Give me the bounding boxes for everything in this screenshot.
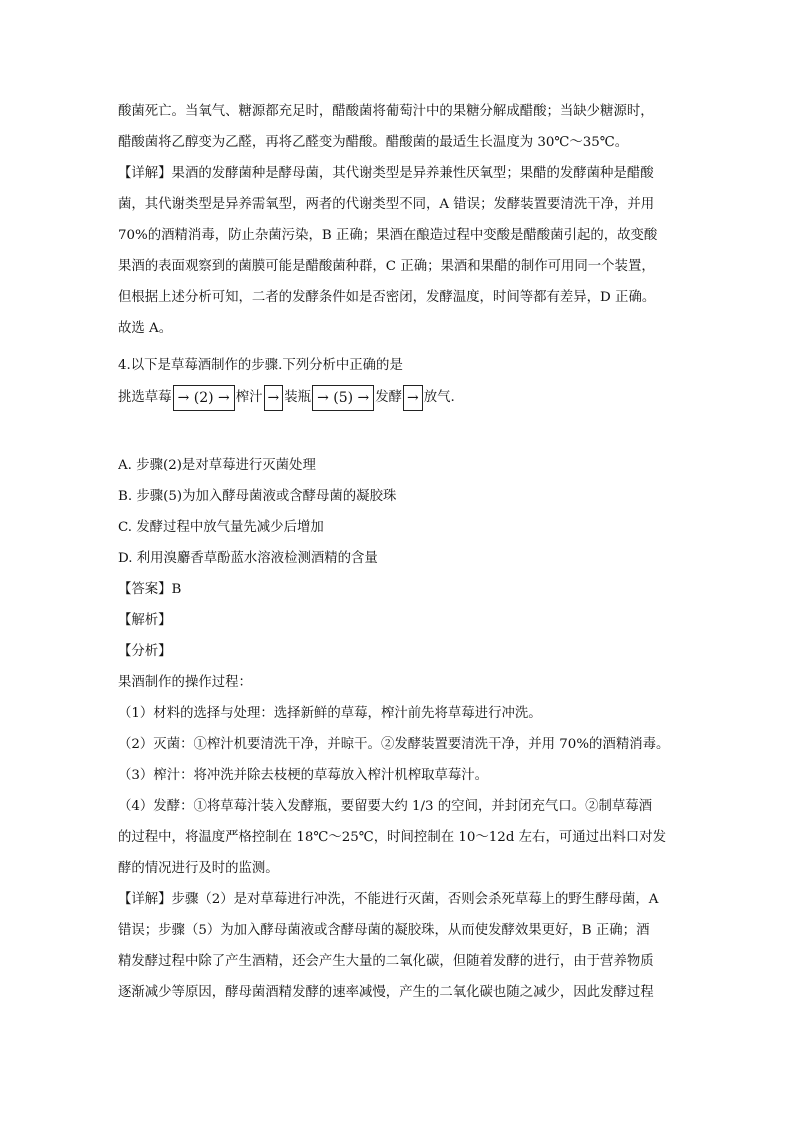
flow-step-text: 榨汁 (235, 390, 263, 405)
text-line: 错误；步骤（5）为加入酵母菌液或含酵母菌的凝胶珠，从而使发酵效果更好，B 正确；酒 (118, 923, 650, 938)
text-line: 酵的情况进行及时的监测。 (118, 861, 279, 876)
option-d: D. 利用溴麝香草酚蓝水溶液检测酒精的含量 (118, 551, 378, 566)
text-line: 70%的酒精消毒，防止杂菌污染，B 正确；果酒在酿造过程中变酸是醋酸菌引起的，故变酸 (118, 228, 658, 243)
answer-label: 【答案】B (118, 582, 182, 597)
text-line: （3）榨汁：将冲洗并除去枝梗的草莓放入榨汁机榨取草莓汁。 (118, 768, 489, 783)
text-line: 逐渐减少等原因，酵母菌酒精发酵的速率减慢，产生的二氧化碳也随之减少，因此发酵过程 (118, 985, 654, 1000)
option-b: B. 步骤(5)为加入酵母菌液或含酵母菌的凝胶珠 (118, 489, 397, 504)
text-line: （4）发酵：①将草莓汁装入发酵瓶，要留要大约 1/3 的空间，并封闭充气口。②制草莓酒 (118, 799, 653, 814)
text-line: 【详解】步骤（2）是对草莓进行冲洗，不能进行灭菌，否则会杀死草莓上的野生酵母菌，A (118, 892, 659, 907)
flow-step-text: 放气. (423, 390, 455, 405)
option-a: A. 步骤(2)是对草莓进行灭菌处理 (118, 458, 316, 473)
text-line: 果酒制作的操作过程： (118, 675, 252, 690)
text-line: （1）材料的选择与处理：选择新鲜的草莓，榨汁前先将草莓进行冲洗。 (118, 706, 542, 721)
text-line: 的过程中，将温度严格控制在 18℃～25℃，时间控制在 10～12d 左右，可通过出料口对发 (118, 830, 666, 845)
text-line: 【详解】果酒的发酵菌种是酵母菌，其代谢类型是异养兼性厌氧型；果醋的发酵菌种是醋酸 (118, 166, 654, 181)
option-c: C. 发酵过程中放气量先减少后增加 (118, 520, 324, 535)
text-line: 故选 A。 (118, 321, 173, 336)
flow-box: → (5) → (312, 385, 374, 411)
text-line: 醋酸菌将乙醇变为乙醛，再将乙醛变为醋酸。醋酸菌的最适生长温度为 30℃～35℃。 (118, 135, 629, 150)
flow-box: → (403, 385, 423, 411)
text-line: 但根据上述分析可知，二者的发酵条件如是否密闭，发酵温度，时间等都有差异，D 正确。 (118, 290, 656, 305)
flow-step-text: 挑选草莓 (118, 390, 172, 405)
explanation-label: 【解析】 (118, 613, 172, 628)
flow-step-text: 发酵 (375, 390, 403, 405)
text-line: 果酒的表面观察到的菌膜可能是醋酸菌种群，C 正确；果酒和果醋的制作可用同一个装置， (118, 259, 655, 274)
text-line: （2）灭菌：①榨汁机要清洗干净，并晾干。②发酵装置要清洗干净，并用 70%的酒精消毒。 (118, 737, 670, 752)
analysis-label: 【分析】 (118, 644, 172, 659)
text-line: 酸菌死亡。当氧气、糖源都充足时，醋酸菌将葡萄汁中的果糖分解成醋酸；当缺少糖源时， (118, 104, 654, 119)
process-flow (118, 384, 678, 412)
flow-box: → (2) → (173, 385, 235, 411)
question-title: 4.以下是草莓酒制作的步骤.下列分析中正确的是 (118, 358, 403, 373)
text-line: 精发酵过程中除了产生酒精，还会产生大量的二氧化碳，但随着发酵的进行，由于营养物质 (118, 954, 654, 969)
text-line: 菌，其代谢类型是异养需氧型，两者的代谢类型不同，A 错误；发酵装置要清洗干净，并用 (118, 197, 655, 212)
flow-step-text: 装瓶 (284, 390, 312, 405)
flow-box: → (264, 385, 284, 411)
